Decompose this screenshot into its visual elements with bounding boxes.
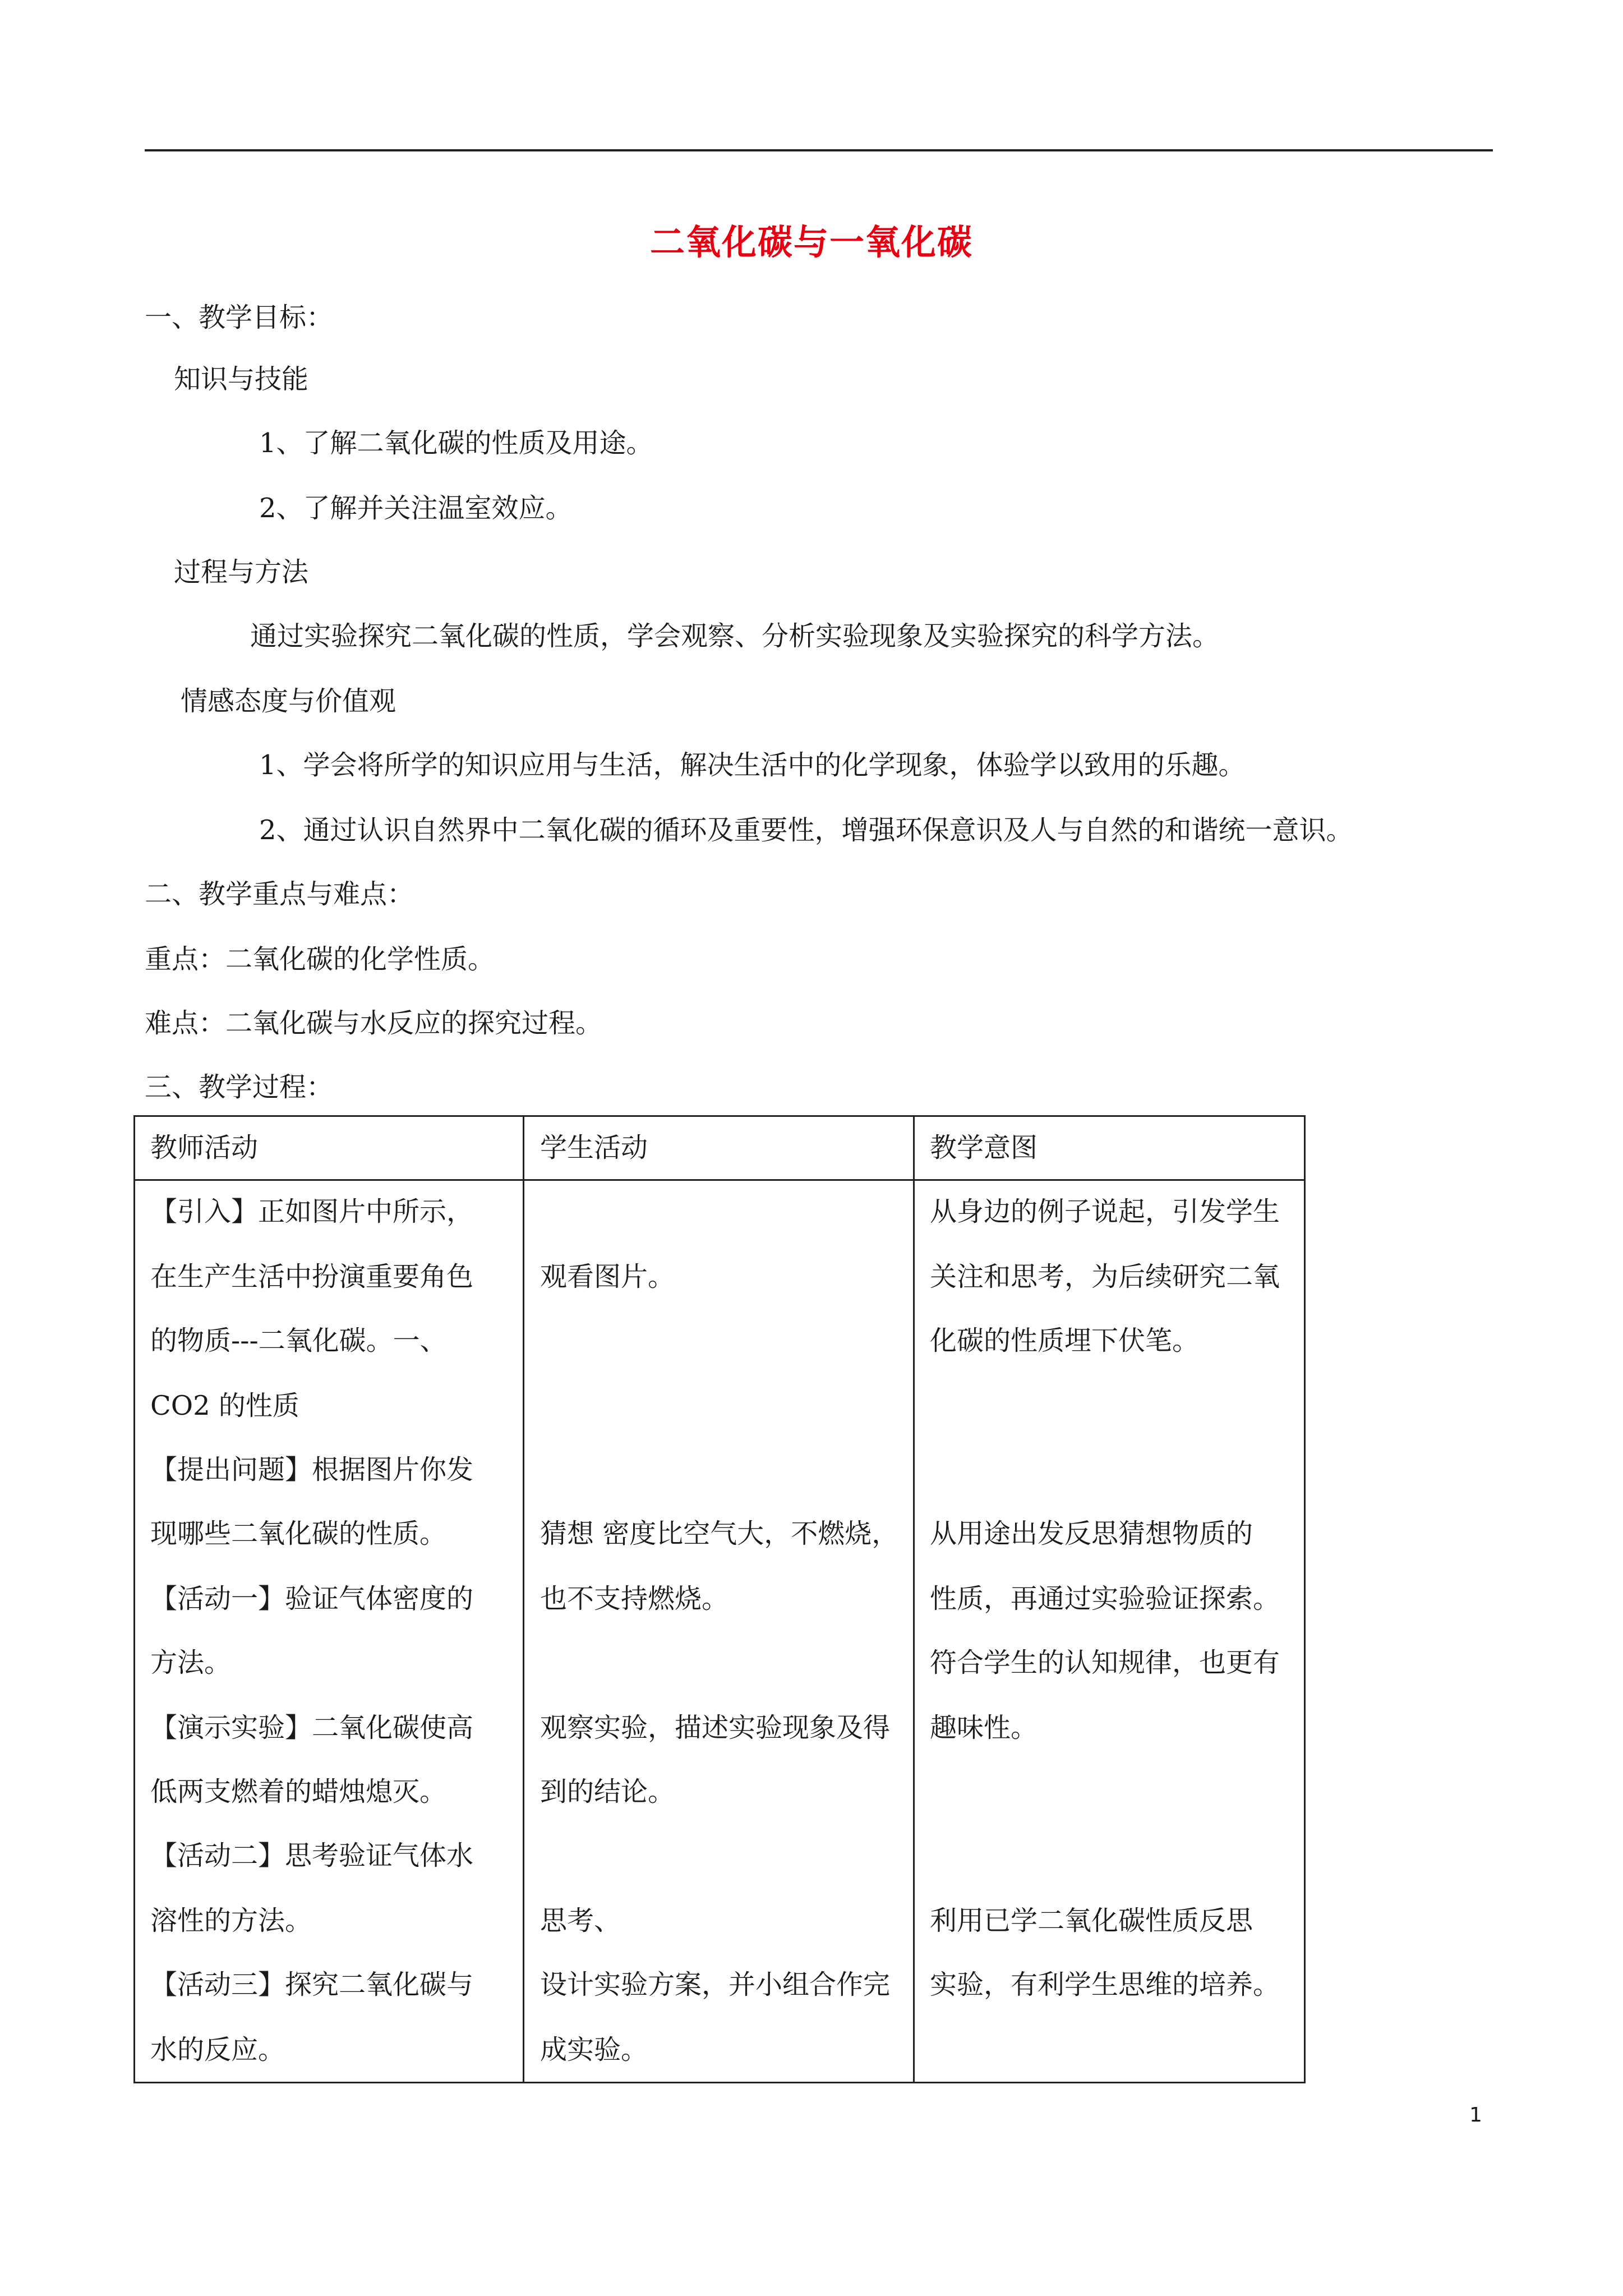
header-rule [145, 149, 1493, 151]
column-divider [523, 1115, 524, 2083]
teaching-intent-line: 性质，再通过实验验证探索。 [930, 1583, 1280, 1614]
teacher-activity-line: 【活动一】验证气体密度的 [150, 1583, 474, 1614]
process-heading: 过程与方法 [174, 556, 309, 588]
teaching-intent-line: 符合学生的认知规律，也更有 [930, 1647, 1280, 1678]
emotion-item: 1、学会将所学的知识应用与生活，解决生活中的化学现象，体验学以致用的乐趣。 [259, 749, 1246, 781]
teacher-activity-line: 【提出问题】根据图片你发 [150, 1454, 474, 1485]
student-activity-line: 猜想 密度比空气大，不燃烧， [540, 1518, 899, 1549]
teacher-activity-line: 方法。 [150, 1647, 232, 1678]
teacher-activity-line: 在生产生活中扮演重要角色 [150, 1261, 474, 1292]
header-divider [133, 1179, 1306, 1181]
difficulty-text: 难点：二氧化碳与水反应的探究过程。 [145, 1007, 603, 1039]
column-header-intent: 教学意图 [930, 1132, 1038, 1163]
teaching-process-table [133, 1115, 1306, 2083]
teacher-activity-line: 【引入】正如图片中所示， [150, 1196, 474, 1227]
teaching-intent-line: 从身边的例子说起，引发学生 [930, 1196, 1280, 1227]
teaching-intent-line: 从用途出发反思猜想物质的 [930, 1518, 1253, 1549]
column-header-teacher: 教师活动 [150, 1132, 259, 1163]
emotion-item: 2、通过认识自然界中二氧化碳的循环及重要性，增强环保意识及人与自然的和谐统一意识。 [259, 815, 1353, 846]
teaching-intent-line: 趣味性。 [930, 1712, 1038, 1743]
teaching-intent-line: 实验，有利学生思维的培养。 [930, 1969, 1280, 2000]
focus-text: 重点：二氧化碳的化学性质。 [145, 944, 495, 975]
student-activity-line: 思考、 [540, 1905, 621, 1936]
student-activity-line: 观看图片。 [540, 1261, 675, 1292]
knowledge-item: 2、了解并关注温室效应。 [259, 493, 573, 524]
knowledge-heading: 知识与技能 [174, 364, 309, 395]
teacher-activity-line: 现哪些二氧化碳的性质。 [150, 1518, 447, 1549]
teacher-activity-line: 低两支燃着的蜡烛熄灭。 [150, 1776, 447, 1807]
student-activity-line: 观察实验，描述实验现象及得 [540, 1712, 891, 1743]
teacher-activity-line: 的物质---二氧化碳。一、 [150, 1325, 447, 1356]
knowledge-item: 1、了解二氧化碳的性质及用途。 [259, 427, 653, 459]
process-text: 通过实验探究二氧化碳的性质，学会观察、分析实验现象及实验探究的科学方法。 [250, 620, 1220, 652]
student-activity-line: 到的结论。 [540, 1776, 675, 1807]
teacher-activity-line: 【演示实验】二氧化碳使高 [150, 1712, 474, 1743]
emotion-heading: 情感态度与价值观 [181, 685, 396, 717]
document-title: 二氧化碳与一氧化碳 [649, 222, 973, 263]
key-points-heading: 二、教学重点与难点： [145, 878, 414, 910]
objectives-heading: 一、教学目标： [145, 302, 334, 333]
teacher-activity-line: 【活动三】探究二氧化碳与 [150, 1969, 474, 2000]
page-number: 1 [1469, 2104, 1482, 2127]
teacher-activity-line: 【活动二】思考验证气体水 [150, 1840, 474, 1871]
teacher-activity-line: CO2 的性质 [150, 1390, 299, 1421]
teacher-activity-line: 溶性的方法。 [150, 1905, 312, 1936]
teaching-intent-line: 化碳的性质埋下伏笔。 [930, 1325, 1200, 1356]
student-activity-line: 设计实验方案，并小组合作完 [540, 1969, 891, 2000]
teaching-intent-line: 利用已学二氧化碳性质反思 [930, 1905, 1253, 1936]
column-header-student: 学生活动 [540, 1132, 648, 1163]
student-activity-line: 也不支持燃烧。 [540, 1583, 729, 1614]
teaching-intent-line: 关注和思考，为后续研究二氧 [930, 1261, 1280, 1292]
column-divider [913, 1115, 915, 2083]
teacher-activity-line: 水的反应。 [150, 2034, 285, 2065]
student-activity-line: 成实验。 [540, 2034, 648, 2065]
process-section-heading: 三、教学过程： [145, 1071, 334, 1103]
